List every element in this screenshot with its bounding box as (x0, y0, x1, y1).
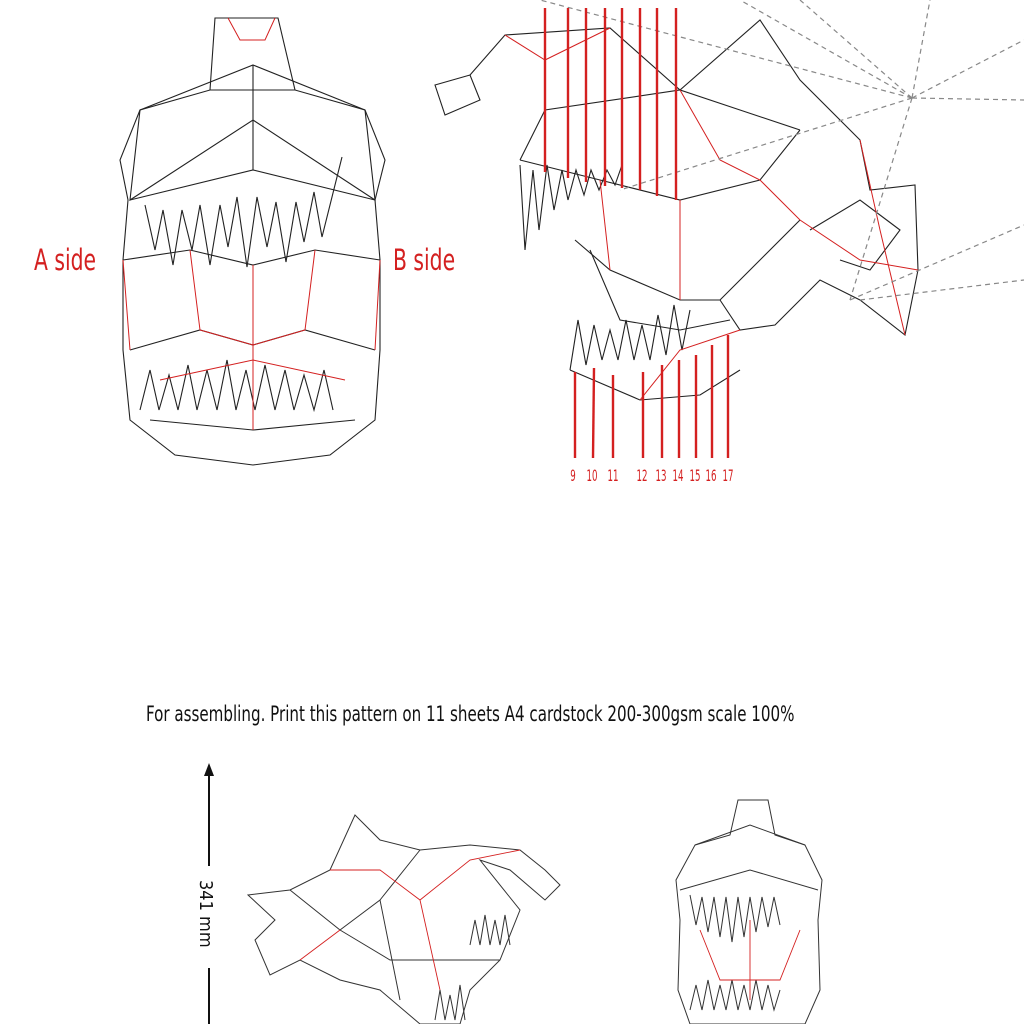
line-number-15: 15 (689, 466, 701, 485)
line-number-10: 10 (586, 466, 598, 485)
assembled-front-view-folds (700, 920, 800, 1000)
assembly-instructions: For assembling. Print this pattern on 11 sheets A4 cardstock 200-300gsm scale 100% (146, 702, 795, 726)
line-number-11: 11 (607, 466, 619, 485)
front-view-fold-lines (123, 18, 380, 430)
line-number-13: 13 (655, 466, 667, 485)
b-side-label: B side (393, 243, 456, 277)
line-number-12: 12 (636, 466, 648, 485)
assembled-side-view (248, 815, 560, 1024)
a-side-label: A side (34, 243, 97, 277)
guide-lines (540, 0, 1024, 300)
line-number-17: 17 (722, 466, 734, 485)
line-number-9: 9 (570, 466, 576, 485)
assembled-front-view (676, 800, 822, 1024)
line-number-16: 16 (705, 466, 717, 485)
assembled-side-view-folds (300, 850, 520, 990)
line-number-14: 14 (672, 466, 684, 485)
height-dimension-label: 341 mm (195, 880, 216, 948)
